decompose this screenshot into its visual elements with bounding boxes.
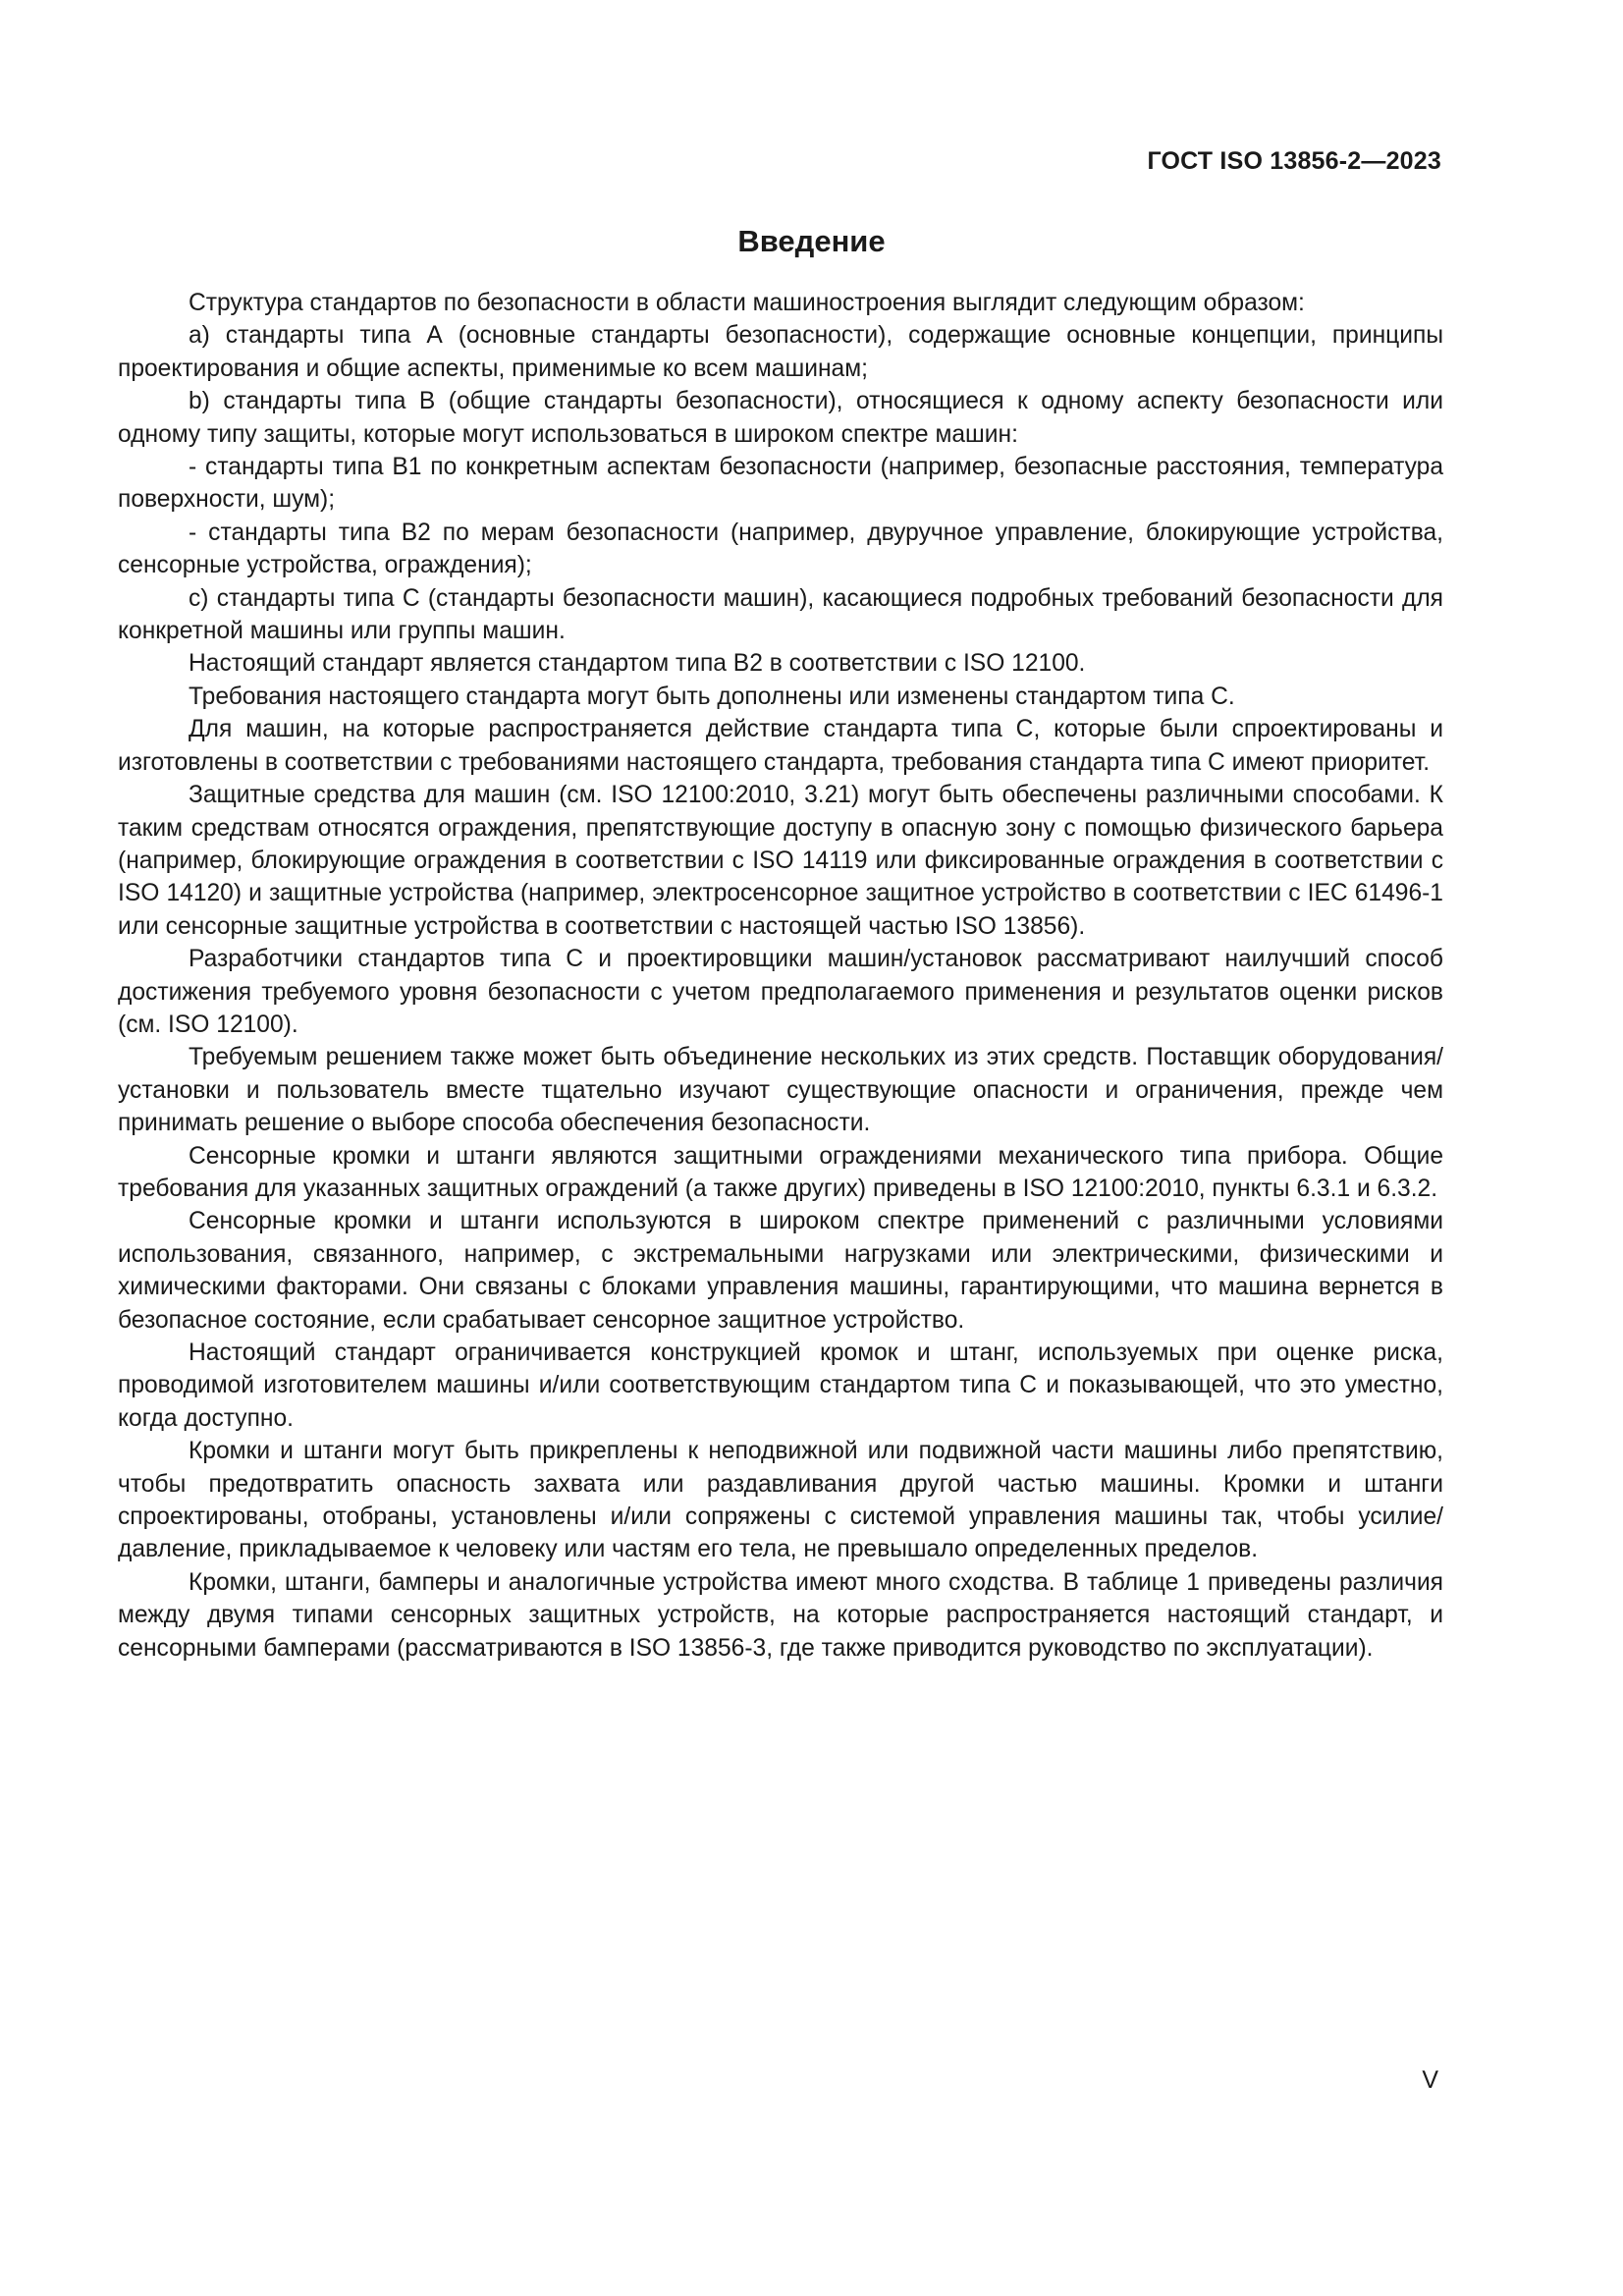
paragraph: Сенсорные кромки и штанги являются защитными ограждениями механического типа прибора. Общие требования для указанных защитных ограждений (а также других) приведены в ISO 12100:2010, пункты 6.3.1 и 6.3.2. (118, 1142, 1443, 1202)
paragraph: b) стандарты типа В (общие стандарты безопасности), относящиеся к одному аспекту безопасности или одному типу защиты, которые могут использоваться в широком спектре машин: (118, 388, 1444, 448)
paragraph: Защитные средства для машин (см. ISO 12100:2010, 3.21) могут быть обеспечены различными способами. К таким средствам относятся ограждения, препятствующие доступу в опасную зону с помощью физического барьера (например, блокирующие ограждения в соответствии с ISO 14119 или фиксированные ограждения в соответствии с ISO 14120) и защитные устройства (например, электросенсорное защитное устройство в соответствии с IEC 61496-1 или сенсорные защитные устройства в соответствии с настоящей частью ISO 13856). (118, 782, 1443, 940)
section-title: Введение (737, 224, 886, 258)
paragraph: Требуемым решением также может быть объединение нескольких из этих средств. Поставщик оборудования/установки и пользователь вместе тщательно изучают существующие опасности и ограничения, прежде чем принимать решение о выборе способа обеспечения безопасности. (118, 1044, 1443, 1137)
paragraph: Кромки и штанги могут быть прикреплены к неподвижной или подвижной части машины либо препятствию, чтобы предотвратить опасность захвата или раздавливания другой частью машины. Кромки и штанги спроектированы, отобраны, установлены и/или сопряжены с системой управления машины так, чтобы усилие/давление, прикладываемое к человеку или частям его тела, не превышало определенных пределов. (118, 1438, 1443, 1563)
paragraph: Настоящий стандарт является стандартом типа В2 в соответствии с ISO 12100. (189, 650, 1086, 678)
paragraph: Требования настоящего стандарта могут быть дополнены или изменены стандартом типа С. (189, 683, 1235, 710)
paragraph: Структура стандартов по безопасности в области машиностроения выглядит следующим образом: (189, 290, 1305, 316)
page-number: V (1422, 2066, 1438, 2094)
paragraph: Разработчики стандартов типа С и проектировщики машин/установок рассматривают наилучший способ достижения требуемого уровня безопасности с учетом предполагаемого применения и результатов оценки рисков (см. ISO 12100). (118, 946, 1443, 1038)
paragraph: Сенсорные кромки и штанги используются в широком спектре применений с различными условиями использования, связанного, например, с экстремальными нагрузками или электрическими, физическими и химическими факторами. Они связаны с блоками управления машины, гарантирующими, что машина вернется в безопасное состояние, если срабатывает сенсорное защитное устройство. (118, 1208, 1443, 1334)
paragraph: а) стандарты типа А (основные стандарты безопасности), содержащие основные концепции, принципы проектирования и общие аспекты, применимые ко всем машинам; (118, 322, 1443, 382)
paragraph: Настоящий стандарт ограничивается конструкцией кромок и штанг, используемых при оценке риска, проводимой изготовителем машины и/или соответствующим стандартом типа С и показывающей, что это уместно, когда доступно. (118, 1339, 1443, 1432)
standard-code-header: ГОСТ ISO 13856-2—2023 (1147, 147, 1441, 175)
paragraph: - стандарты типа В2 по мерам безопасности (например, двуручное управление, блокирующие устройства, сенсорные устройства, ограждения); (118, 519, 1443, 579)
paragraph: c) стандарты типа С (стандарты безопасности машин), касающиеся подробных требований безопасности для конкретной машины или группы машин. (118, 584, 1443, 645)
paragraph: Кромки, штанги, бамперы и аналогичные устройства имеют много сходства. В таблице 1 приведены различия между двумя типами сенсорных защитных устройств, на которые распространяется настоящий стандарт, и сенсорными бамперами (рассматриваются в ISO 13856-3, где также приводится руководство по эксплуатации). (118, 1568, 1443, 1662)
paragraph: Для машин, на которые распространяется действие стандарта типа С, которые были спроектированы и изготовлены в соответствии с требованиями настоящего стандарта, требования стандарта типа С имеют приоритет. (118, 716, 1443, 776)
paragraph: - стандарты типа В1 по конкретным аспектам безопасности (например, безопасные расстояния, температура поверхности, шум); (118, 454, 1443, 514)
introduction-body (118, 287, 1443, 1665)
